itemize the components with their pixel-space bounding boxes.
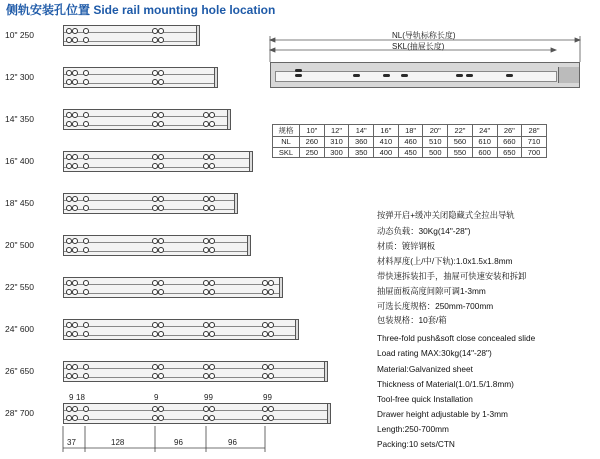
- table-cell: 650: [497, 147, 522, 158]
- table-cell: 600: [472, 147, 497, 158]
- table-header-cell: 规格: [273, 125, 300, 137]
- table-header-cell: 22": [448, 125, 473, 137]
- hole-spacing-label: 18: [76, 393, 85, 402]
- spec-line-en: Load rating MAX:30kg(14"-28"): [377, 348, 492, 358]
- table-header-cell: 12": [324, 125, 349, 137]
- table-header-cell: 14": [349, 125, 374, 137]
- spec-line-en: Three-fold push&soft close concealed slide: [377, 333, 536, 343]
- table-header-cell: 10": [300, 125, 325, 137]
- spec-line-cn: 抽屉面板高度间隙可调1-3mm: [377, 286, 486, 296]
- spec-line-cn: 材料厚度(上/中/下轨):1.0x1.5x1.8mm: [377, 256, 513, 266]
- bottom-dimension: 96: [174, 438, 183, 447]
- table-header-cell: 26": [497, 125, 522, 137]
- spec-line-en: Tool-free quick Installation: [377, 394, 473, 404]
- row-label: 20" 500: [5, 240, 35, 250]
- row-label: 28" 700: [5, 408, 35, 418]
- row-label: 16" 400: [5, 156, 35, 166]
- spec-line-en: Thickness of Material(1.0/1.5/1.8mm): [377, 379, 514, 389]
- table-row: [273, 147, 547, 158]
- bottom-dimension: 37: [67, 438, 76, 447]
- spec-line-cn: 材质：镀锌钢板: [377, 241, 436, 251]
- skl-label: SKL(抽屉长度): [392, 42, 445, 51]
- spec-line-en: Packing:10 sets/CTN: [377, 439, 455, 449]
- page-title: 侧轨安装孔位置 Side rail mounting hole location: [6, 3, 276, 17]
- row-label: 10" 250: [5, 30, 35, 40]
- table-cell: 260: [300, 137, 325, 148]
- table-header-cell: 18": [398, 125, 423, 137]
- table-cell: 310: [324, 137, 349, 148]
- size-table: [272, 124, 547, 158]
- table-cell: 250: [300, 147, 325, 158]
- row-label: 22" 550: [5, 282, 35, 292]
- table-cell: 460: [398, 137, 423, 148]
- row-label: 14" 350: [5, 114, 35, 124]
- table-cell: 550: [448, 147, 473, 158]
- bottom-dimension: 96: [228, 438, 237, 447]
- spec-line-cn: 带快速拆装扣手，抽屉可快速安装和拆卸: [377, 271, 527, 281]
- table-cell: 300: [324, 147, 349, 158]
- bottom-dimension: 128: [111, 438, 125, 447]
- table-cell: 350: [349, 147, 374, 158]
- hole-spacing-label: 99: [204, 393, 213, 402]
- table-cell: 400: [374, 147, 399, 158]
- row-label: 26" 650: [5, 366, 35, 376]
- spec-line-en: Drawer height adjustable by 1-3mm: [377, 409, 508, 419]
- table-cell: 710: [522, 137, 547, 148]
- table-header-cell: 28": [522, 125, 547, 137]
- table-header-cell: 16": [374, 125, 399, 137]
- spec-line-cn: 包装规格：10套/箱: [377, 315, 447, 325]
- hole-spacing-label: 99: [263, 393, 272, 402]
- table-cell: 700: [522, 147, 547, 158]
- table-cell: 360: [349, 137, 374, 148]
- table-cell: 410: [374, 137, 399, 148]
- spec-line-cn: 动态负载：30Kg(14"-28"): [377, 226, 471, 236]
- hole-spacing-label: 9: [154, 393, 159, 402]
- table-header-row: [273, 125, 547, 137]
- table-cell: SKL: [273, 147, 300, 158]
- table-cell: 510: [423, 137, 448, 148]
- spec-line-en: Material:Galvanized sheet: [377, 364, 473, 374]
- table-cell: NL: [273, 137, 300, 148]
- slide-side-view: [270, 62, 580, 88]
- row-label: 18" 450: [5, 198, 35, 208]
- table-cell: 660: [497, 137, 522, 148]
- hole-spacing-label: 9: [69, 393, 74, 402]
- row-label: 24" 600: [5, 324, 35, 334]
- spec-line-en: Length:250-700mm: [377, 424, 449, 434]
- row-label: 12" 300: [5, 72, 35, 82]
- table-cell: 560: [448, 137, 473, 148]
- table-header-cell: 20": [423, 125, 448, 137]
- table-cell: 610: [472, 137, 497, 148]
- table-cell: 500: [423, 147, 448, 158]
- table-row: [273, 137, 547, 148]
- nl-label: NL(导轨标称长度): [392, 31, 456, 40]
- spec-line-cn: 按弹开启+缓冲关闭隐藏式全拉出导轨: [377, 210, 515, 220]
- spec-line-cn: 可选长度规格：250mm-700mm: [377, 301, 494, 311]
- table-header-cell: 24": [472, 125, 497, 137]
- table-cell: 450: [398, 147, 423, 158]
